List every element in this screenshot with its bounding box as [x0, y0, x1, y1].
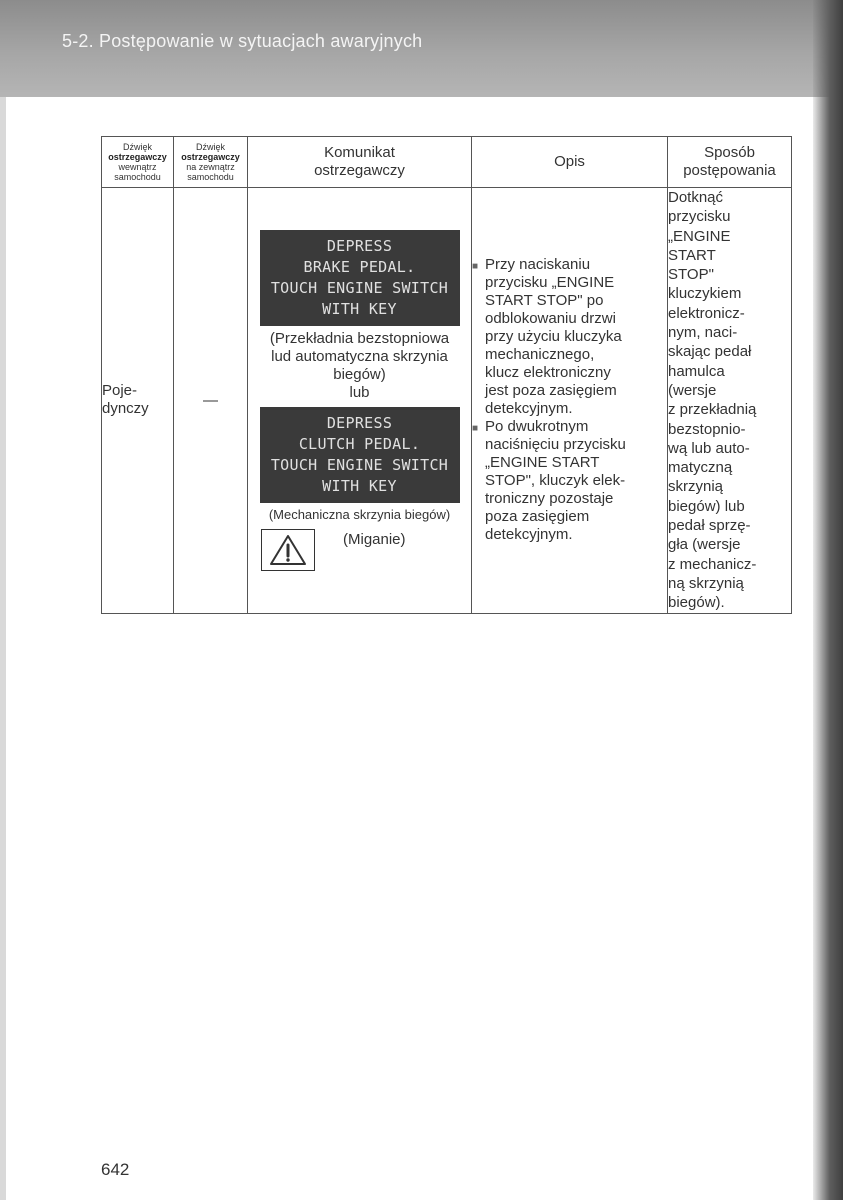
blink-indicator-row	[248, 529, 471, 571]
left-page-edge	[0, 97, 6, 1200]
right-page-edge	[813, 0, 843, 1200]
header-action: Sposób postępowania	[668, 137, 792, 188]
header-description: Opis	[472, 137, 668, 188]
blink-label: (Miganie)	[343, 530, 406, 548]
section-title: 5-2. Postępowanie w sytuacjach awaryjnych	[62, 31, 423, 51]
header-message: Komunikat ostrzegawczy	[248, 137, 472, 188]
description-item: ■ Przy naciskaniu przycisku „ENGINE START STOP" po odblokowaniu drzwi przy użyciu kluczyka mechanicznego, klucz elektroniczny jest poza zasięgiem detekcyjnym.	[472, 256, 622, 418]
table-header-row	[102, 137, 792, 188]
description-cell	[472, 188, 668, 614]
caption-manual: (Mechaniczna skrzynia biegów)	[268, 506, 451, 522]
header-inside-sound: Dźwięk ostrzegawczy wewnątrz samochodu	[102, 137, 174, 188]
warning-triangle-icon	[261, 529, 315, 571]
inside-sound-cell: Poje- dynczy	[102, 188, 174, 614]
warning-table	[101, 136, 792, 614]
or-label: lub	[349, 383, 370, 401]
outside-sound-cell: —	[174, 188, 248, 614]
display-message-clutch: DEPRESS CLUTCH PEDAL. TOUCH ENGINE SWITCH WITH KEY	[260, 407, 460, 503]
description-item: ■ Po dwukrotnym naciśnięciu przycisku „ENGINE START STOP", kluczyk elek- troniczny pozostaje poza zasięgiem detekcyjnym.	[472, 418, 626, 544]
table-row	[102, 188, 792, 614]
caption-cvt-automatic: (Przekładnia bezstopniowa lud automatyczna skrzynia biegów)	[269, 329, 450, 383]
message-cell	[248, 188, 472, 614]
bullet-icon: ■	[472, 261, 479, 273]
bullet-icon: ■	[472, 423, 479, 435]
action-cell: Dotknąć przycisku „ENGINE START STOP" kluczykiem elektronicz- nym, naci- skając pedał hamulca (wersje z przekładnią bezstopnio- wą lub auto- matyczną skrzynią biegów) lub pedał sprzę- gła (wersje z mechanicz- ną skrzynią biegów).	[668, 188, 792, 614]
page-number: 642	[101, 1160, 130, 1179]
display-message-brake: DEPRESS BRAKE PEDAL. TOUCH ENGINE SWITCH WITH KEY	[260, 230, 460, 326]
header-outside-sound: Dźwięk ostrzegawczy na zewnątrz samochodu	[174, 137, 248, 188]
